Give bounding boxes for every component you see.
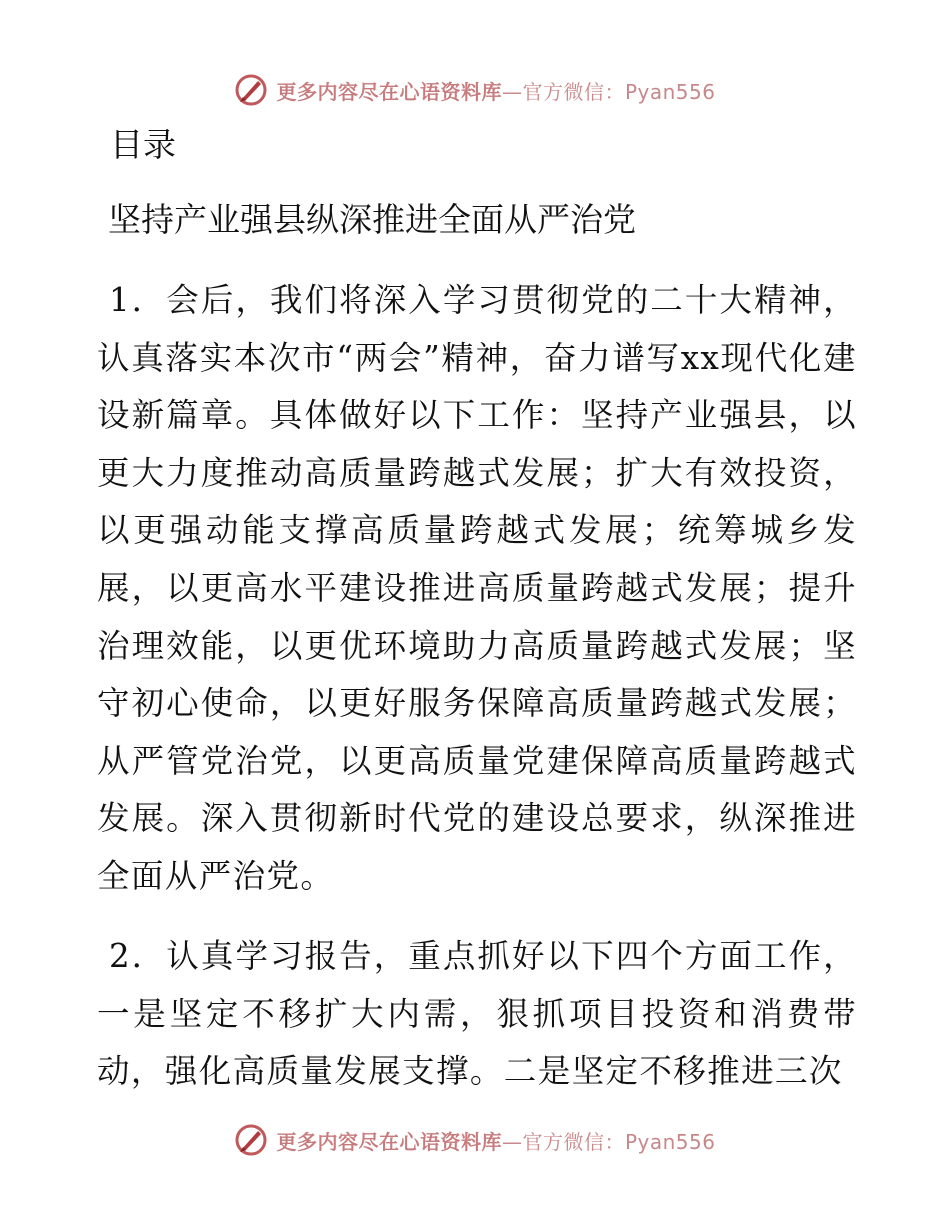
footer-watermark	[0, 1120, 950, 1160]
paragraph-2: 2．认真学习报告，重点抓好以下四个方面工作，一是坚定不移扩大内需，狠抓项目投资和消费带动，强化高质量发展支撑。二是坚定不移推进三次	[97, 937, 857, 1091]
section-title: 坚持产业强县纵深推进全面从严治党	[108, 200, 636, 239]
watermark-main: 更多内容尽在心语资料库	[276, 1129, 502, 1154]
quill-logo-icon	[234, 1123, 268, 1157]
watermark-contact: 官方微信：Pyan556	[522, 1129, 716, 1154]
watermark-text	[276, 1126, 715, 1155]
page-title: 目录	[110, 125, 176, 164]
watermark-separator: —	[501, 79, 523, 104]
quill-logo-icon	[234, 73, 268, 107]
watermark-main: 更多内容尽在心语资料库	[276, 79, 502, 104]
watermark-contact: 官方微信：Pyan556	[522, 79, 716, 104]
header-watermark	[0, 70, 950, 110]
watermark-text	[276, 76, 715, 105]
paragraph-1: 1．会后，我们将深入学习贯彻党的二十大精神，认真落实本次市“两会”精神，奋力谱写xx现代化建设新篇章。具体做好以下工作：坚持产业强县，以更大力度推动高质量跨越式发展；扩大有效投资，以更强动能支撑高质量跨越式发展；统筹城乡发展，以更高水平建设推进高质量跨越式发展；提升治理效能，以更优环境助力高质量跨越式发展；坚守初心使命，以更好服务保障高质量跨越式发展；从严管党治党，以更高质量党建保障高质量跨越式发展。深入贯彻新时代党的建设总要求，纵深推进全面从严治党。	[97, 281, 857, 895]
watermark-separator: —	[501, 1129, 523, 1154]
